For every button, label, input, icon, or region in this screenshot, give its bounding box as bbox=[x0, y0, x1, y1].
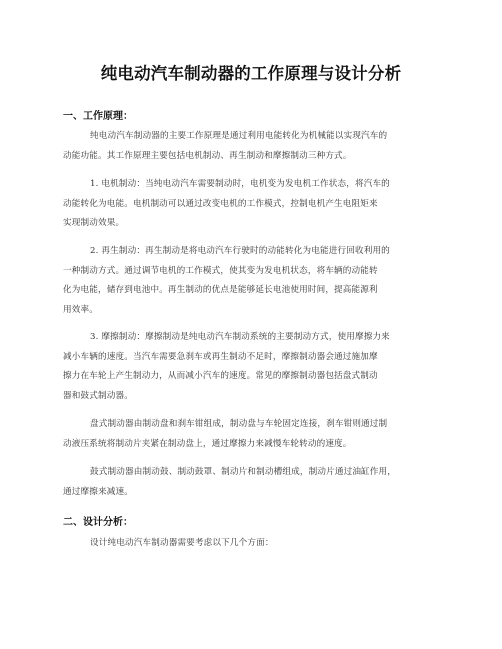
paragraph-line: 2. 再生制动：再生制动是将电动汽车行驶时的动能转化为电能进行回收利用的 bbox=[90, 246, 390, 256]
document-title: 纯电动汽车制动器的工作原理与设计分析 bbox=[100, 64, 402, 83]
paragraph-line: 动能功能。其工作原理主要包括电机制动、再生制动和摩擦制动三种方式。 bbox=[63, 151, 352, 161]
paragraph-line: 通过摩擦来减速。 bbox=[63, 487, 133, 497]
paragraph-line: 实现制动效果。 bbox=[63, 218, 125, 228]
paragraph-line: 1. 电机制动：当纯电动汽车需要制动时，电机变为发电机工作状态，将汽车的 bbox=[90, 179, 390, 189]
section-heading-design-analysis: 二、设计分析： bbox=[63, 517, 133, 528]
paragraph-line: 3. 摩擦制动：摩擦制动是纯电动汽车制动系统的主要制动方式，使用摩擦力来 bbox=[90, 332, 390, 342]
paragraph-line: 鼓式制动器由制动鼓、制动鼓罩、制动片和制动槽组成，制动片通过油缸作用， bbox=[90, 467, 397, 477]
paragraph-line: 化为电能，储存到电池中。再生制动的优点是能够延长电池使用时间，提高能源利 bbox=[63, 285, 378, 295]
paragraph-line: 器和鼓式制动器。 bbox=[63, 391, 133, 401]
paragraph-line: 纯电动汽车制动器的主要工作原理是通过利用电能转化为机械能以实现汽车的 bbox=[90, 131, 388, 141]
paragraph-line: 减小车辆的速度。当汽车需要急刹车或再生制动不足时，摩擦制动器会通过施加摩 bbox=[63, 352, 378, 362]
paragraph-line: 一种制动方式。通过调节电机的工作模式，使其变为发电机状态，将车辆的动能转 bbox=[63, 266, 378, 276]
paragraph-line: 动能转化为电能。电机制动可以通过改变电机的工作模式，控制电机产生电阻矩来 bbox=[63, 199, 378, 209]
paragraph-line: 用效率。 bbox=[63, 305, 98, 315]
paragraph-line: 设计纯电动汽车制动器需要考虑以下几个方面： bbox=[90, 538, 274, 548]
paragraph-line: 擦力在车轮上产生制动力，从而减小汽车的速度。常见的摩擦制动器包括盘式制动 bbox=[63, 371, 378, 381]
paragraph-line: 动液压系统将制动片夹紧在制动盘上，通过摩擦力来减慢车轮转动的速度。 bbox=[63, 439, 352, 449]
paragraph-line: 盘式制动器由制动盘和刹车钳组成，制动盘与车轮固定连接，刹车钳则通过制 bbox=[90, 419, 388, 429]
section-heading-working-principle: 一、工作原理： bbox=[63, 111, 133, 122]
